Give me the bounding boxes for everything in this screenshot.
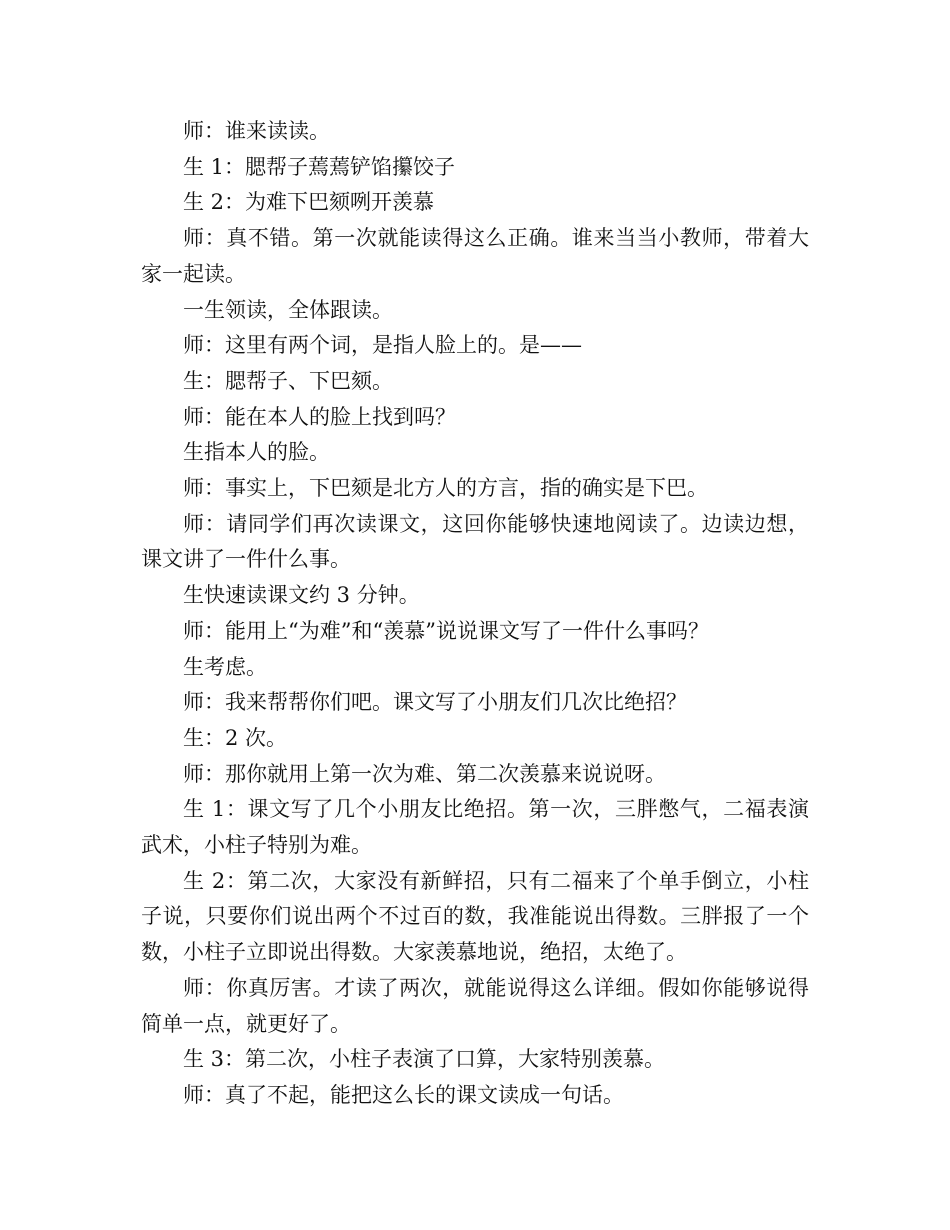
paragraph: 师：这里有两个词，是指人脸上的。是—— [183, 333, 582, 358]
paragraph: 生 3：第二次，小柱子表演了口算，大家特别羡慕。 [183, 1047, 666, 1072]
paragraph: 生 1：腮帮子蔫蔫铲馅攥饺子 [183, 154, 456, 179]
paragraph: 生指本人的脸。 [183, 440, 330, 465]
paragraph: 生考虑。 [183, 654, 267, 679]
paragraph: 师：我来帮帮你们吧。课文写了小朋友们几次比绝招？ [183, 690, 687, 715]
paragraph: 师：真不错。第一次就能读得这么正确。谁来当当小教师，带着大家一起读。 [141, 226, 809, 286]
paragraph: 师：能在本人的脸上找到吗？ [183, 404, 456, 429]
paragraph: 生 1：课文写了几个小朋友比绝招。第一次，三胖憋气，二福表演武术，小柱子特别为难。 [141, 797, 809, 858]
paragraph: 师：事实上，下巴颏是北方人的方言，指的确实是下巴。 [183, 476, 708, 501]
paragraph: 师：真了不起，能把这么长的课文读成一句话。 [183, 1082, 624, 1107]
document-body [141, 114, 809, 1114]
paragraph: 生快速读课文约 3 分钟。 [183, 583, 420, 608]
paragraph: 生：2 次。 [183, 725, 288, 750]
paragraph: 师：能用上“为难”和“羡慕”说说课文写了一件什么事吗？ [183, 618, 709, 643]
paragraph: 一生领读，全体跟读。 [183, 297, 393, 322]
paragraph: 师：你真厉害。才读了两次，就能说得这么详细。假如你能够说得简单一点，就更好了。 [141, 975, 809, 1036]
paragraph: 师：请同学们再次读课文，这回你能够快速地阅读了。边读边想，课文讲了一件什么事。 [141, 511, 809, 572]
paragraph: 师：谁来读读。 [183, 119, 330, 143]
paragraph: 生 2：为难下巴颏咧开羡慕 [183, 190, 435, 215]
paragraph: 生 2：第二次，大家没有新鲜招，只有二福来了个单手倒立，小柱子说，只要你们说出两个不过百的数，我准能说出得数。三胖报了一个数，小柱子立即说出得数。大家羡慕地说，绝招，太绝了。 [141, 868, 809, 965]
paragraph: 师：那你就用上第一次为难、第二次羡慕来说说呀。 [183, 761, 666, 786]
paragraph: 生：腮帮子、下巴颏。 [183, 368, 393, 393]
